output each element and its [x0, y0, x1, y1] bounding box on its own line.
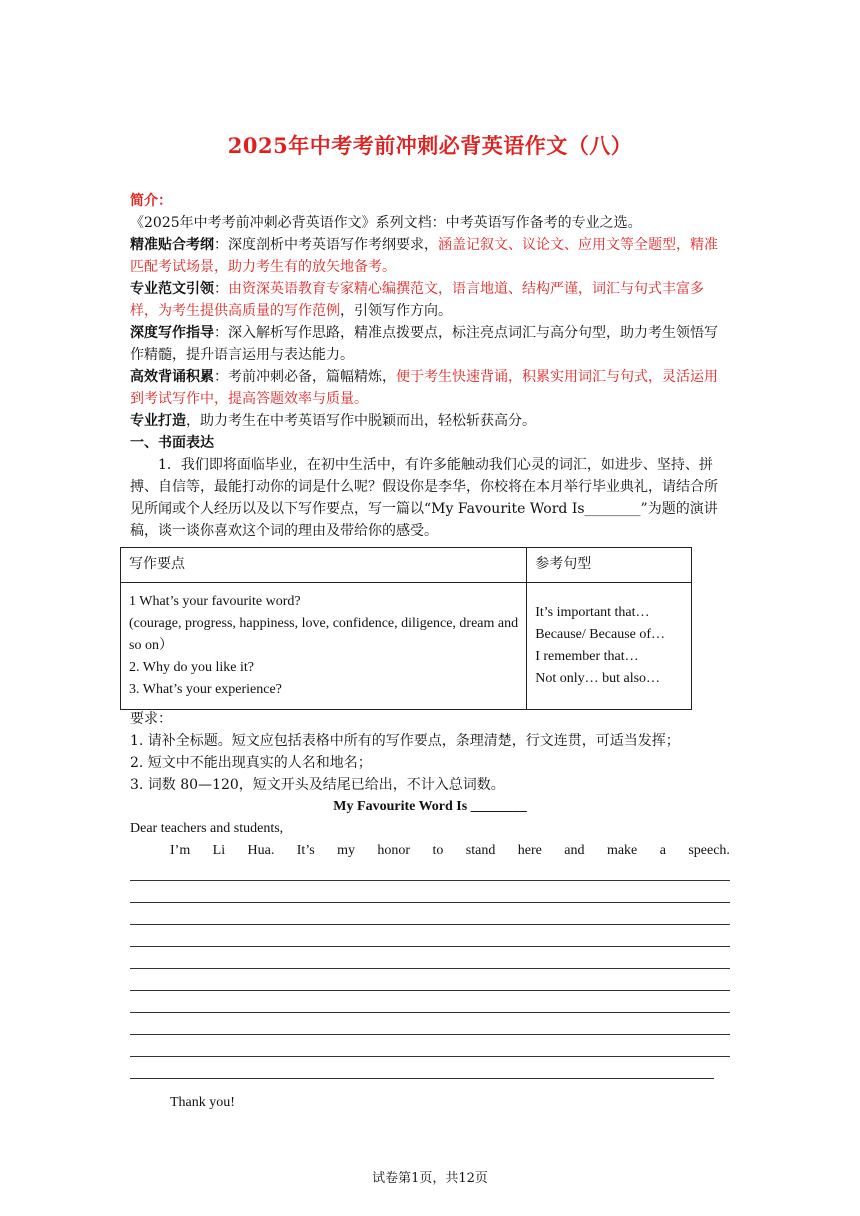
intro-paragraph-1: 精准贴合考纲：深度剖析中考英语写作考纲要求，涵盖记叙文、议论文、应用文等全题型，精准匹配考试场景，助力考生有的放矢地备考。: [130, 237, 718, 275]
sentence-4: Not only… but also…: [535, 671, 661, 686]
header-writing-points: 写作要点: [121, 548, 527, 583]
sentence-3: I remember that…: [535, 649, 639, 664]
writing-points-table: [120, 547, 692, 710]
reference-sentences-cell: [527, 583, 692, 710]
answer-line[interactable]: [130, 902, 730, 903]
intro-label: 简介：: [130, 193, 172, 209]
table-body-row: [121, 583, 692, 710]
intro-section: [130, 190, 730, 542]
point-3: 3. What’s your experience?: [129, 682, 282, 697]
intro-paragraph-5: 专业打造，助力考生在中考英语写作中脱颖而出，轻松斩获高分。: [130, 413, 536, 429]
requirement-3: 3. 词数 80—120，短文开头及结尾已给出，不计入总词数。: [130, 777, 505, 793]
question-text: 1．我们即将面临毕业，在初中生活中，有许多能触动我们心灵的词汇，如进步、坚持、拼搏、自信等，最能打动你的词是什么呢？假设你是李华，你校将在本月举行毕业典礼，请结合所见所闻或个人经历以及以下写作要点，写一篇以“My Favourite Word Is________”为题的演讲稿，谈一谈你喜欢这个词的理由及带给你的感受。: [130, 457, 718, 539]
document-title: 2025年中考考前冲刺必背英语作文（八）: [227, 133, 633, 158]
section-heading: 一、书面表达: [130, 435, 214, 451]
point-2: 2. Why do you like it?: [129, 660, 254, 675]
requirement-1: 1. 请补全标题。短文应包括表格中所有的写作要点，条理清楚，行文连贯，可适当发挥；: [130, 733, 680, 749]
requirement-2: 2. 短文中不能出现真实的人名和地名；: [130, 755, 372, 771]
essay-opening-line: I’m Li Hua. It’s my honor to stand here and make a speech.: [170, 843, 730, 858]
point-1-options: (courage, progress, happiness, love, confidence, diligence, dream and so on）: [129, 616, 519, 653]
essay-title: My Favourite Word Is ________: [333, 799, 527, 814]
sentence-1: It’s important that…: [535, 605, 650, 620]
answer-line[interactable]: [130, 946, 730, 947]
intro-paragraph-2: 专业范文引领：由资深英语教育专家精心编撰范文，语言地道、结构严谨，词汇与句式丰富多样，为考生提供高质量的写作范例，引领写作方向。: [130, 281, 704, 319]
intro-paragraph-3: 深度写作指导：深入解析写作思路，精准点拨要点，标注亮点词汇与高分句型，助力考生领悟写作精髓，提升语言运用与表达能力。: [130, 325, 718, 363]
header-reference-sentences: 参考句型: [527, 548, 692, 583]
answer-line[interactable]: [130, 1034, 730, 1035]
answer-line[interactable]: [130, 990, 730, 991]
answer-line[interactable]: [130, 880, 730, 881]
answer-line[interactable]: [130, 1012, 730, 1013]
answer-line[interactable]: [130, 1078, 714, 1079]
page-footer: 试卷第1页，共12页: [372, 1171, 488, 1186]
answer-line[interactable]: [130, 924, 730, 925]
requirements-label: 要求：: [130, 711, 172, 727]
point-1: 1 What’s your favourite word?: [129, 594, 301, 609]
requirements-section: [130, 708, 730, 862]
sentence-2: Because/ Because of…: [535, 627, 666, 642]
table-header-row: [121, 548, 692, 583]
series-line: 《2025年中考考前冲刺必背英语作文》系列文档：中考英语写作备考的专业之选。: [130, 215, 642, 231]
answer-line[interactable]: [130, 1056, 730, 1057]
writing-points-cell: [121, 583, 527, 710]
essay-closing: Thank you!: [170, 1095, 235, 1110]
answer-line[interactable]: [130, 968, 730, 969]
intro-paragraph-4: 高效背诵积累：考前冲刺必备，篇幅精炼，便于考生快速背诵，积累实用词汇与句式，灵活运用到考试写作中，提高答题效率与质量。: [130, 369, 718, 407]
essay-greeting: Dear teachers and students,: [130, 821, 284, 836]
